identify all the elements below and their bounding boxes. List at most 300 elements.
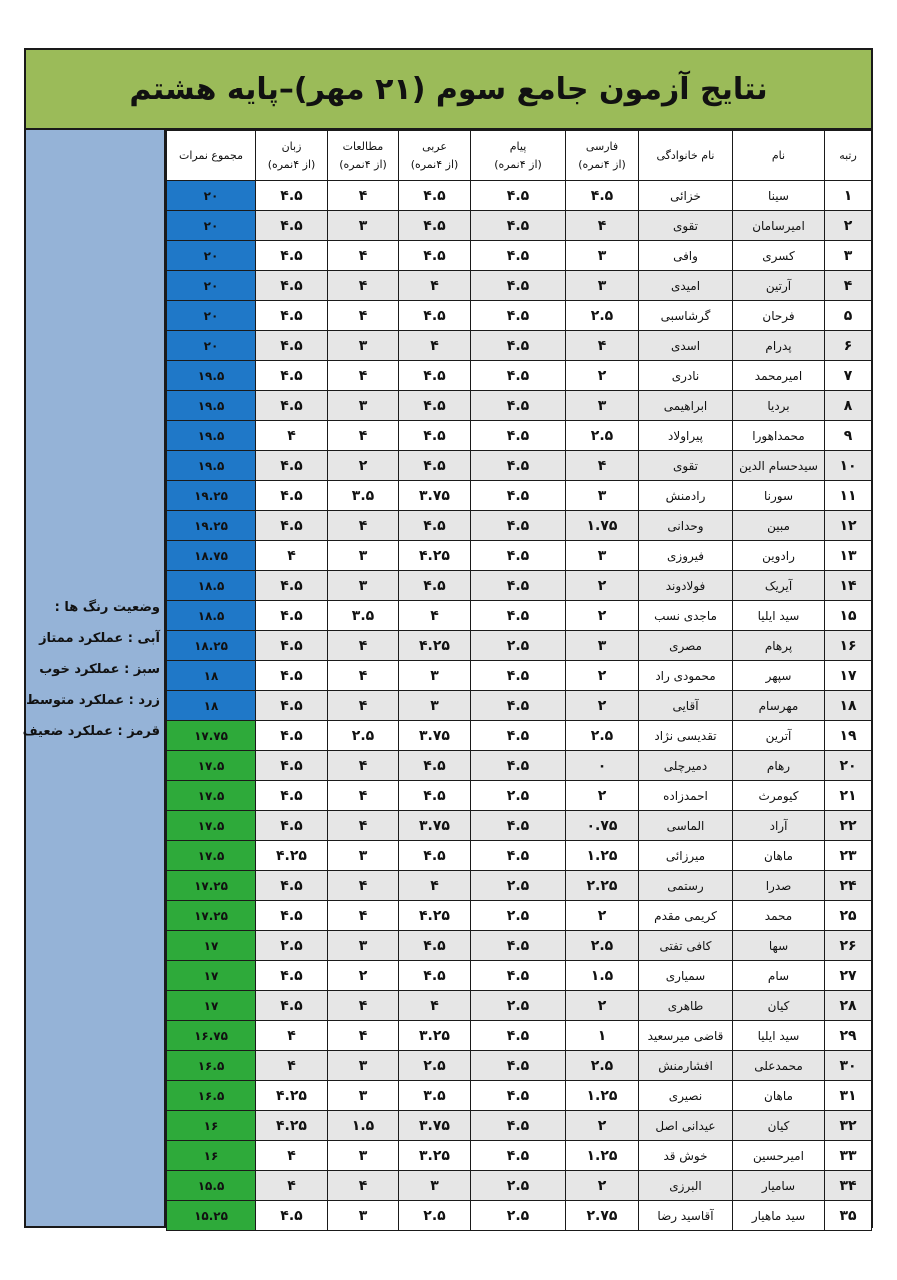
cell-zaban: ۴ [256, 541, 328, 571]
cell-rank: ۳۲ [825, 1111, 872, 1141]
cell-arabi: ۳ [399, 1171, 471, 1201]
cell-farsi: ۳ [566, 541, 639, 571]
cell-rank: ۸ [825, 391, 872, 421]
cell-total: ۱۶.۷۵ [167, 1021, 256, 1051]
cell-total: ۲۰ [167, 241, 256, 271]
cell-first-name: کیومرث [733, 781, 825, 811]
table-row [167, 451, 872, 481]
cell-first-name: فرحان [733, 301, 825, 331]
cell-total: ۱۷.۷۵ [167, 721, 256, 751]
cell-first-name: رادوین [733, 541, 825, 571]
cell-farsi: ۲.۵ [566, 721, 639, 751]
cell-arabi: ۴ [399, 991, 471, 1021]
cell-total: ۱۷.۲۵ [167, 871, 256, 901]
cell-arabi: ۴ [399, 601, 471, 631]
cell-last-name: خوش قد [639, 1141, 733, 1171]
cell-zaban: ۴ [256, 1141, 328, 1171]
cell-payam: ۴.۵ [471, 331, 566, 361]
cell-zaban: ۴.۵ [256, 451, 328, 481]
cell-last-name: افشارمنش [639, 1051, 733, 1081]
cell-payam: ۴.۵ [471, 181, 566, 211]
cell-first-name: ماهان [733, 841, 825, 871]
cell-payam: ۴.۵ [471, 241, 566, 271]
cell-zaban: ۴.۵ [256, 331, 328, 361]
cell-zaban: ۴.۵ [256, 481, 328, 511]
cell-payam: ۴.۵ [471, 451, 566, 481]
cell-last-name: رستمی [639, 871, 733, 901]
cell-farsi: ۱.۵ [566, 961, 639, 991]
cell-zaban: ۴ [256, 421, 328, 451]
cell-last-name: نادری [639, 361, 733, 391]
cell-total: ۲۰ [167, 211, 256, 241]
cell-zaban: ۴.۵ [256, 181, 328, 211]
cell-motaleat: ۴ [328, 1021, 399, 1051]
cell-motaleat: ۴ [328, 631, 399, 661]
cell-rank: ۲۱ [825, 781, 872, 811]
table-row [167, 481, 872, 511]
cell-zaban: ۴ [256, 1171, 328, 1201]
table-row [167, 601, 872, 631]
cell-rank: ۱۹ [825, 721, 872, 751]
table-row [167, 391, 872, 421]
cell-total: ۱۹.۲۵ [167, 481, 256, 511]
cell-first-name: صدرا [733, 871, 825, 901]
cell-first-name: محمد [733, 901, 825, 931]
cell-farsi: ۲.۵ [566, 301, 639, 331]
cell-arabi: ۴.۵ [399, 961, 471, 991]
cell-zaban: ۴.۵ [256, 1201, 328, 1231]
cell-farsi: ۱.۲۵ [566, 1081, 639, 1111]
cell-arabi: ۴.۲۵ [399, 901, 471, 931]
cell-farsi: ۲.۷۵ [566, 1201, 639, 1231]
cell-last-name: کافی تفتی [639, 931, 733, 961]
cell-motaleat: ۴ [328, 361, 399, 391]
cell-zaban: ۴.۵ [256, 601, 328, 631]
cell-last-name: فیروزی [639, 541, 733, 571]
cell-first-name: سیدحسام الدین [733, 451, 825, 481]
cell-rank: ۹ [825, 421, 872, 451]
table-row [167, 931, 872, 961]
color-legend [22, 600, 160, 755]
cell-motaleat: ۳ [328, 841, 399, 871]
cell-payam: ۲.۵ [471, 871, 566, 901]
cell-rank: ۱۸ [825, 691, 872, 721]
cell-first-name: سپهر [733, 661, 825, 691]
cell-motaleat: ۲ [328, 961, 399, 991]
cell-motaleat: ۳ [328, 931, 399, 961]
cell-zaban: ۴.۵ [256, 811, 328, 841]
cell-rank: ۱۴ [825, 571, 872, 601]
legend-red: قرمز : عملکرد ضعیف [22, 724, 160, 739]
cell-arabi: ۳.۷۵ [399, 481, 471, 511]
cell-last-name: احمدزاده [639, 781, 733, 811]
cell-zaban: ۴.۵ [256, 631, 328, 661]
cell-farsi: ۴.۵ [566, 181, 639, 211]
table-row [167, 1171, 872, 1201]
cell-zaban: ۴.۵ [256, 571, 328, 601]
cell-farsi: ۳ [566, 241, 639, 271]
table-row [167, 661, 872, 691]
cell-farsi: ۲ [566, 361, 639, 391]
cell-payam: ۴.۵ [471, 931, 566, 961]
cell-total: ۱۹.۵ [167, 391, 256, 421]
cell-motaleat: ۳ [328, 541, 399, 571]
cell-farsi: ۲ [566, 661, 639, 691]
cell-total: ۱۷ [167, 931, 256, 961]
header-payam-sub: (از ۴نمره) [494, 157, 542, 171]
cell-rank: ۳ [825, 241, 872, 271]
cell-total: ۱۸ [167, 661, 256, 691]
cell-last-name: گرشاسبی [639, 301, 733, 331]
cell-first-name: آیریک [733, 571, 825, 601]
cell-rank: ۱۶ [825, 631, 872, 661]
cell-farsi: ۳ [566, 481, 639, 511]
cell-rank: ۲۳ [825, 841, 872, 871]
cell-payam: ۲.۵ [471, 1201, 566, 1231]
cell-zaban: ۴.۵ [256, 901, 328, 931]
cell-first-name: آترین [733, 721, 825, 751]
cell-last-name: عیدانی اصل [639, 1111, 733, 1141]
cell-motaleat: ۳ [328, 391, 399, 421]
cell-total: ۱۸ [167, 691, 256, 721]
cell-payam: ۴.۵ [471, 481, 566, 511]
cell-farsi: ۰ [566, 751, 639, 781]
cell-zaban: ۴.۵ [256, 361, 328, 391]
cell-last-name: الماسی [639, 811, 733, 841]
cell-first-name: سامیار [733, 1171, 825, 1201]
table-row [167, 901, 872, 931]
cell-payam: ۴.۵ [471, 751, 566, 781]
cell-payam: ۲.۵ [471, 991, 566, 1021]
cell-arabi: ۴ [399, 331, 471, 361]
cell-first-name: محمداهورا [733, 421, 825, 451]
table-row [167, 241, 872, 271]
cell-motaleat: ۴ [328, 511, 399, 541]
header-motaleat-label: مطالعات [342, 139, 384, 153]
cell-rank: ۳۵ [825, 1201, 872, 1231]
cell-payam: ۴.۵ [471, 421, 566, 451]
cell-arabi: ۴.۵ [399, 781, 471, 811]
cell-payam: ۲.۵ [471, 901, 566, 931]
cell-last-name: آقاسید رضا [639, 1201, 733, 1231]
table-row [167, 421, 872, 451]
cell-zaban: ۴.۵ [256, 961, 328, 991]
cell-rank: ۲ [825, 211, 872, 241]
cell-zaban: ۴.۵ [256, 301, 328, 331]
cell-farsi: ۲ [566, 1111, 639, 1141]
cell-arabi: ۴.۵ [399, 181, 471, 211]
cell-total: ۱۹.۵ [167, 361, 256, 391]
header-zaban [256, 131, 328, 181]
cell-motaleat: ۴ [328, 181, 399, 211]
cell-rank: ۱۷ [825, 661, 872, 691]
cell-arabi: ۴ [399, 271, 471, 301]
cell-motaleat: ۴ [328, 301, 399, 331]
cell-farsi: ۲ [566, 1171, 639, 1201]
cell-rank: ۳۰ [825, 1051, 872, 1081]
table-row [167, 871, 872, 901]
cell-total: ۱۸.۷۵ [167, 541, 256, 571]
cell-rank: ۳۳ [825, 1141, 872, 1171]
cell-payam: ۴.۵ [471, 1141, 566, 1171]
cell-payam: ۴.۵ [471, 1081, 566, 1111]
cell-rank: ۳۴ [825, 1171, 872, 1201]
cell-payam: ۴.۵ [471, 811, 566, 841]
cell-farsi: ۲ [566, 901, 639, 931]
cell-payam: ۲.۵ [471, 1171, 566, 1201]
results-table [166, 130, 872, 1231]
cell-arabi: ۴.۵ [399, 391, 471, 421]
cell-arabi: ۳.۷۵ [399, 721, 471, 751]
cell-zaban: ۴ [256, 1021, 328, 1051]
cell-last-name: پیراولاد [639, 421, 733, 451]
header-first-name: نام [733, 131, 825, 181]
cell-farsi: ۱.۲۵ [566, 1141, 639, 1171]
cell-motaleat: ۳.۵ [328, 601, 399, 631]
cell-zaban: ۴.۵ [256, 871, 328, 901]
cell-farsi: ۱.۷۵ [566, 511, 639, 541]
header-last-name: نام خانوادگی [639, 131, 733, 181]
table-row [167, 1201, 872, 1231]
cell-rank: ۳۱ [825, 1081, 872, 1111]
cell-payam: ۴.۵ [471, 841, 566, 871]
cell-farsi: ۲ [566, 781, 639, 811]
cell-motaleat: ۴ [328, 271, 399, 301]
header-payam [471, 131, 566, 181]
cell-last-name: وحدانی [639, 511, 733, 541]
legend-heading: وضعیت رنگ ها : [54, 600, 160, 615]
cell-arabi: ۳ [399, 661, 471, 691]
cell-motaleat: ۴ [328, 1171, 399, 1201]
table-row [167, 181, 872, 211]
cell-last-name: مصری [639, 631, 733, 661]
cell-motaleat: ۳ [328, 1201, 399, 1231]
cell-rank: ۱۰ [825, 451, 872, 481]
cell-first-name: بردیا [733, 391, 825, 421]
legend-panel [22, 130, 166, 1226]
cell-rank: ۲۲ [825, 811, 872, 841]
cell-motaleat: ۴ [328, 781, 399, 811]
legend-yellow: زرد : عملکرد متوسط [26, 693, 160, 708]
cell-total: ۱۷.۵ [167, 811, 256, 841]
cell-payam: ۲.۵ [471, 631, 566, 661]
header-farsi [566, 131, 639, 181]
results-sheet [24, 48, 873, 1228]
cell-zaban: ۴.۵ [256, 391, 328, 421]
cell-arabi: ۳.۲۵ [399, 1141, 471, 1171]
cell-first-name: رهام [733, 751, 825, 781]
cell-farsi: ۰.۷۵ [566, 811, 639, 841]
table-row [167, 541, 872, 571]
cell-first-name: سورنا [733, 481, 825, 511]
results-body [167, 181, 872, 1231]
cell-arabi: ۴.۵ [399, 211, 471, 241]
cell-motaleat: ۳ [328, 211, 399, 241]
cell-total: ۱۸.۵ [167, 601, 256, 631]
cell-arabi: ۳ [399, 691, 471, 721]
cell-rank: ۱۵ [825, 601, 872, 631]
header-payam-label: پیام [509, 139, 527, 153]
table-row [167, 841, 872, 871]
cell-rank: ۲۶ [825, 931, 872, 961]
cell-payam: ۲.۵ [471, 781, 566, 811]
cell-last-name: تقوی [639, 451, 733, 481]
table-row [167, 1141, 872, 1171]
cell-farsi: ۲.۵ [566, 421, 639, 451]
title-banner [26, 50, 871, 130]
cell-farsi: ۲ [566, 571, 639, 601]
cell-first-name: کیان [733, 1111, 825, 1141]
cell-farsi: ۲ [566, 991, 639, 1021]
table-row [167, 331, 872, 361]
cell-payam: ۴.۵ [471, 571, 566, 601]
cell-last-name: طاهری [639, 991, 733, 1021]
cell-total: ۱۶ [167, 1141, 256, 1171]
cell-total: ۱۶ [167, 1111, 256, 1141]
cell-motaleat: ۱.۵ [328, 1111, 399, 1141]
cell-total: ۱۷.۵ [167, 751, 256, 781]
cell-total: ۱۹.۵ [167, 451, 256, 481]
cell-rank: ۲۹ [825, 1021, 872, 1051]
cell-rank: ۲۵ [825, 901, 872, 931]
cell-last-name: سمیاری [639, 961, 733, 991]
cell-zaban: ۴.۵ [256, 691, 328, 721]
cell-rank: ۱۱ [825, 481, 872, 511]
cell-payam: ۴.۵ [471, 1111, 566, 1141]
legend-green: سبز : عملکرد خوب [39, 662, 160, 677]
cell-rank: ۵ [825, 301, 872, 331]
cell-last-name: تقدیسی نژاد [639, 721, 733, 751]
cell-first-name: آراد [733, 811, 825, 841]
table-row [167, 631, 872, 661]
cell-first-name: سید ایلیا [733, 601, 825, 631]
cell-arabi: ۴.۵ [399, 751, 471, 781]
cell-zaban: ۴.۵ [256, 991, 328, 1021]
table-row [167, 1111, 872, 1141]
cell-motaleat: ۴ [328, 691, 399, 721]
cell-farsi: ۲ [566, 601, 639, 631]
cell-last-name: کریمی مقدم [639, 901, 733, 931]
cell-total: ۱۶.۵ [167, 1051, 256, 1081]
cell-motaleat: ۳ [328, 1081, 399, 1111]
cell-total: ۲۰ [167, 331, 256, 361]
cell-motaleat: ۲ [328, 451, 399, 481]
cell-first-name: کسری [733, 241, 825, 271]
cell-zaban: ۴.۵ [256, 511, 328, 541]
cell-arabi: ۴.۵ [399, 571, 471, 601]
cell-zaban: ۴.۵ [256, 721, 328, 751]
cell-first-name: پرهام [733, 631, 825, 661]
header-arabi-label: عربی [422, 139, 447, 153]
cell-first-name: مبین [733, 511, 825, 541]
table-row [167, 361, 872, 391]
table-row [167, 1081, 872, 1111]
cell-rank: ۲۴ [825, 871, 872, 901]
cell-farsi: ۲.۵ [566, 931, 639, 961]
cell-payam: ۴.۵ [471, 211, 566, 241]
cell-first-name: سینا [733, 181, 825, 211]
table-row [167, 271, 872, 301]
cell-payam: ۴.۵ [471, 721, 566, 751]
cell-motaleat: ۳.۵ [328, 481, 399, 511]
header-rank: رتبه [825, 131, 872, 181]
page-title: نتایج آزمون جامع سوم (۲۱ مهر)–پایه هشتم [129, 71, 768, 107]
cell-rank: ۷ [825, 361, 872, 391]
header-zaban-label: زبان [281, 139, 302, 153]
cell-last-name: وافی [639, 241, 733, 271]
cell-motaleat: ۴ [328, 901, 399, 931]
cell-payam: ۴.۵ [471, 301, 566, 331]
cell-farsi: ۳ [566, 271, 639, 301]
cell-farsi: ۲ [566, 691, 639, 721]
cell-first-name: مهرسام [733, 691, 825, 721]
cell-total: ۲۰ [167, 301, 256, 331]
cell-payam: ۴.۵ [471, 691, 566, 721]
cell-rank: ۲۷ [825, 961, 872, 991]
cell-motaleat: ۴ [328, 751, 399, 781]
cell-motaleat: ۴ [328, 421, 399, 451]
cell-rank: ۴ [825, 271, 872, 301]
cell-farsi: ۳ [566, 391, 639, 421]
cell-arabi: ۴.۲۵ [399, 631, 471, 661]
cell-zaban: ۴ [256, 1051, 328, 1081]
cell-arabi: ۴.۵ [399, 301, 471, 331]
cell-motaleat: ۴ [328, 811, 399, 841]
header-zaban-sub: (از ۴نمره) [267, 157, 316, 171]
table-row [167, 691, 872, 721]
cell-payam: ۴.۵ [471, 541, 566, 571]
cell-farsi: ۴ [566, 331, 639, 361]
table-row [167, 571, 872, 601]
cell-rank: ۱۳ [825, 541, 872, 571]
cell-last-name: ابراهیمی [639, 391, 733, 421]
cell-first-name: سید ماهیار [733, 1201, 825, 1231]
table-row [167, 751, 872, 781]
table-row [167, 961, 872, 991]
cell-total: ۱۷ [167, 961, 256, 991]
cell-rank: ۶ [825, 331, 872, 361]
cell-payam: ۴.۵ [471, 511, 566, 541]
cell-total: ۱۹.۲۵ [167, 511, 256, 541]
cell-last-name: ماجدی نسب [639, 601, 733, 631]
header-arabi-sub: (از ۴نمره) [410, 157, 459, 171]
cell-last-name: محمودی راد [639, 661, 733, 691]
cell-arabi: ۳.۷۵ [399, 1111, 471, 1141]
cell-payam: ۴.۵ [471, 961, 566, 991]
cell-zaban: ۴.۲۵ [256, 841, 328, 871]
cell-motaleat: ۳ [328, 331, 399, 361]
table-row [167, 1021, 872, 1051]
cell-arabi: ۴.۵ [399, 931, 471, 961]
cell-arabi: ۲.۵ [399, 1201, 471, 1231]
header-arabi [399, 131, 471, 181]
header-motaleat-sub: (از ۴نمره) [339, 157, 387, 171]
cell-first-name: کیان [733, 991, 825, 1021]
cell-motaleat: ۳ [328, 571, 399, 601]
cell-zaban: ۴.۲۵ [256, 1111, 328, 1141]
cell-arabi: ۳.۲۵ [399, 1021, 471, 1051]
cell-first-name: ماهان [733, 1081, 825, 1111]
cell-payam: ۴.۵ [471, 361, 566, 391]
cell-zaban: ۴.۲۵ [256, 1081, 328, 1111]
cell-motaleat: ۳ [328, 1141, 399, 1171]
cell-rank: ۱۲ [825, 511, 872, 541]
cell-arabi: ۴.۵ [399, 841, 471, 871]
cell-arabi: ۴.۵ [399, 511, 471, 541]
header-farsi-label: فارسی [585, 139, 619, 153]
cell-payam: ۴.۵ [471, 1051, 566, 1081]
cell-motaleat: ۴ [328, 991, 399, 1021]
